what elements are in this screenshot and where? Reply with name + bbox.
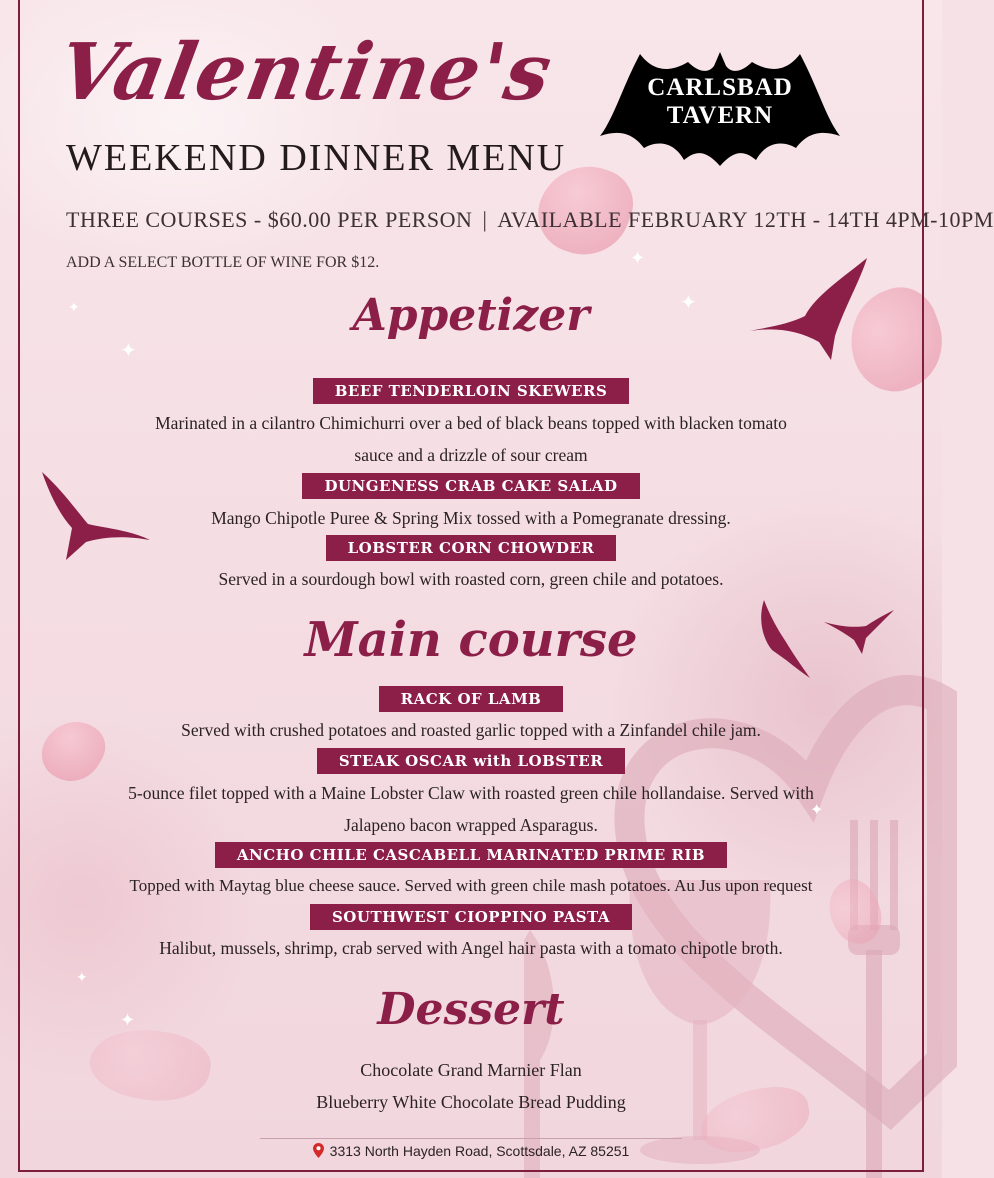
item-description: Served with crushed potatoes and roasted garlic topped with a Zinfandel chile jam. — [181, 720, 761, 740]
menu-item-header — [0, 842, 942, 868]
sparkle-icon: ✦ — [120, 338, 137, 362]
knife-icon — [500, 930, 580, 1178]
footer-divider — [260, 1138, 682, 1139]
sparkle-icon: ✦ — [810, 800, 824, 819]
page-title: Valentine's — [52, 27, 559, 118]
carlsbad-tavern-logo — [600, 48, 840, 168]
availability-text: AVAILABLE FEBRUARY 12TH - 14TH 4PM-10PM — [497, 207, 994, 232]
menu-item-header — [0, 904, 942, 930]
menu-item-header — [0, 686, 942, 712]
item-description: Mango Chipotle Puree & Spring Mix tossed with a Pomegranate dressing. — [211, 508, 731, 528]
sparkle-icon: ✦ — [68, 300, 80, 316]
item-description: Marinated in a cilantro Chimichurri over a bed of black beans topped with blacken tomato sauce and a drizzle of sour cream — [155, 413, 787, 465]
item-name-label: STEAK OSCAR with LOBSTER — [317, 748, 625, 774]
sparkle-icon: ✦ — [76, 970, 88, 986]
location-pin-icon — [313, 1143, 324, 1158]
menu-item-header — [0, 535, 942, 561]
pricing-text: THREE COURSES - $60.00 PER PERSON — [66, 207, 473, 232]
appetizer-heading: Appetizer — [352, 290, 590, 341]
item-name-label: LOBSTER CORN CHOWDER — [326, 535, 617, 561]
address-text: 3313 North Hayden Road, Scottsdale, AZ 85251 — [329, 1143, 630, 1159]
sparkle-icon: ✦ — [680, 290, 697, 314]
item-name-label: DUNGENESS CRAB CAKE SALAD — [302, 473, 639, 499]
item-description: Topped with Maytag blue cheese sauce. Served with green chile mash potatoes. Au Jus upon request — [129, 876, 813, 895]
dessert-heading: Dessert — [377, 984, 565, 1035]
dessert-item: Blueberry White Chocolate Bread Pudding — [316, 1092, 626, 1112]
menu-item-header — [0, 378, 942, 404]
dessert-item: Chocolate Grand Marnier Flan — [360, 1060, 582, 1080]
wine-offer-text: ADD A SELECT BOTTLE OF WINE FOR $12. — [66, 254, 380, 271]
item-name-label: BEEF TENDERLOIN SKEWERS — [313, 378, 630, 404]
logo-line-1: CARLSBAD — [647, 74, 793, 101]
separator: | — [482, 207, 488, 232]
pricing-availability-line — [66, 207, 994, 233]
logo-line-2: TAVERN — [666, 102, 774, 129]
item-name-label: RACK OF LAMB — [379, 686, 564, 712]
page-subtitle: WEEKEND DINNER MENU — [66, 137, 567, 179]
item-description: 5-ounce filet topped with a Maine Lobster Claw with roasted green chile hollandaise. Served with Jalapeno bacon wrapped Asparagus. — [128, 783, 814, 835]
menu-item-header — [0, 473, 942, 499]
sparkle-icon: ✦ — [630, 248, 646, 269]
main-course-heading: Main course — [304, 612, 638, 668]
item-description: Served in a sourdough bowl with roasted corn, green chile and potatoes. — [218, 569, 724, 589]
frame-border-bottom — [18, 1170, 924, 1172]
item-description: Halibut, mussels, shrimp, crab served with Angel hair pasta with a tomato chipotle broth. — [159, 938, 783, 958]
sparkle-icon: ✦ — [120, 1010, 136, 1031]
footer-address — [0, 1143, 942, 1159]
item-name-label: SOUTHWEST CIOPPINO PASTA — [310, 904, 632, 930]
menu-item-header — [0, 748, 942, 774]
item-name-label: ANCHO CHILE CASCABELL MARINATED PRIME RIB — [215, 842, 727, 868]
